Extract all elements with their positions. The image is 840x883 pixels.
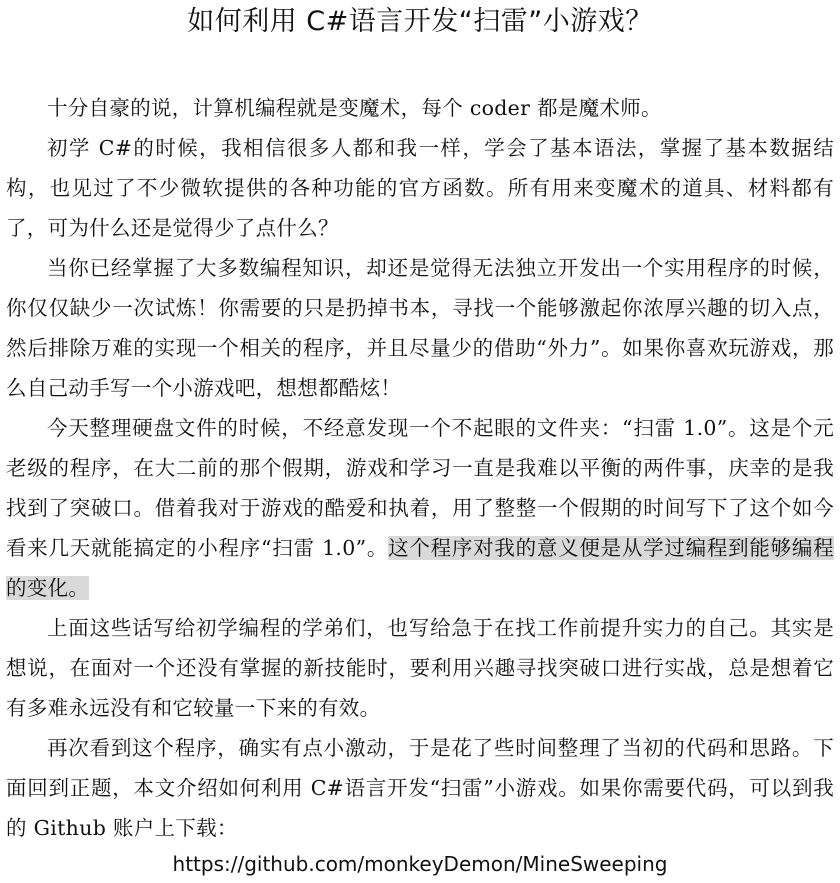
paragraph-3: 当你已经掌握了大多数编程知识，却还是觉得无法独立开发出一个实用程序的时候，你仅仅缺少一次试炼！你需要的只是扔掉书本，寻找一个能够激起你浓厚兴趣的切入点，然后排除万难的实现一个相关的程序，并且尽量少的借助“外力”。如果你喜欢玩游戏，那么自己动手写一个小游戏吧，想想都酷炫！	[6, 256, 834, 400]
github-link[interactable]: https://github.com/monkeyDemon/MineSweeping	[172, 852, 668, 876]
paragraph-2: 初学 C#的时候，我相信很多人都和我一样，学会了基本语法，掌握了基本数据结构，也见过了不少微软提供的各种功能的官方函数。所有用来变魔术的道具、材料都有了，可为什么还是觉得少了点什么？	[6, 136, 834, 240]
highlighted-sentence[interactable]: 这个程序对我的意义便是从学过编程到能够编程的变化。	[6, 536, 834, 600]
paragraph-6: 再次看到这个程序，确实有点小激动，于是花了些时间整理了当初的代码和思路。下面回到正题，本文介绍如何利用 C#语言开发“扫雷”小游戏。如果你需要代码，可以到我的 Github 账户上下载：	[6, 736, 834, 840]
paragraph-5: 上面这些话写给初学编程的学弟们，也写给急于在找工作前提升实力的自己。其实是想说，在面对一个还没有掌握的新技能时，要利用兴趣寻找突破口进行实战，总是想着它有多难永远没有和它较量一下来的有效。	[6, 616, 834, 720]
paragraph-1: 十分自豪的说，计算机编程就是变魔术，每个 coder 都是魔术师。	[47, 96, 662, 120]
paragraph-4-text: 今天整理硬盘文件的时候，不经意发现一个不起眼的文件夹：“扫雷 1.0”。这是个元老级的程序，在大二前的那个假期，游戏和学习一直是我难以平衡的两件事，庆幸的是我找到了突破口。借着我对于游戏的酷爱和执着，用了整整一个假期的时间写下了这个如今看来几天就能搞定的小程序“扫雷 1.0”。	[6, 416, 834, 560]
article-title: 如何利用 C#语言开发“扫雷”小游戏？	[187, 6, 653, 37]
paragraph-4	[6, 408, 834, 608]
article-body	[6, 88, 834, 848]
